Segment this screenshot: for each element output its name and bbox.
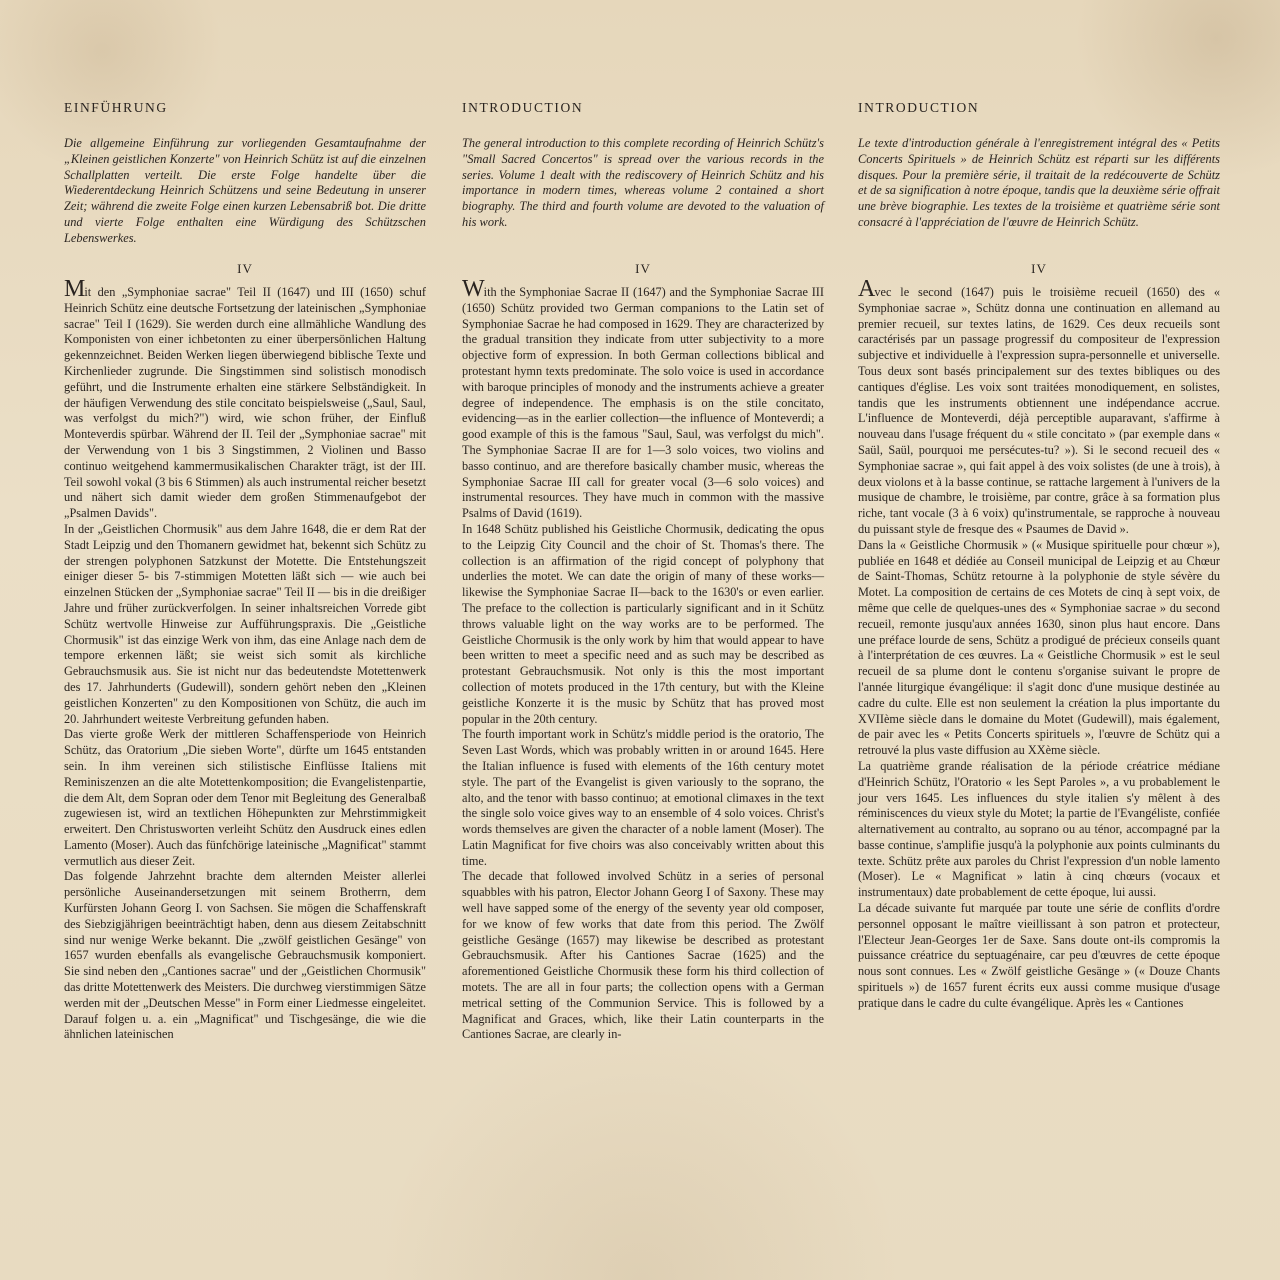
french-paragraph-3: La quatrième grande réalisation de la période créatrice médiane d'Heinrich Schütz, l'Oratorio « les Sept Paroles », a vu probablement le jour vers 1645. Les influences du style italien s'y mêlent à des réminiscences du vieux style du Motet; la partie de l'Evangéliste, confiée alternativement au contralto, au soprano ou au ténor, accompagné par la basse continue, s'amplifie jusqu'à la polyphonie aux points culminants du texte. Schütz prête aux paroles du Christ l'expression d'un noble lamento (Moser). Le « Magnificat » latin à cinq chœurs (vocaux et instrumentaux) date probablement de cette époque, lui aussi. [858,758,1220,900]
english-intro: The general introduction to this complete recording of Heinrich Schütz's "Small Sacred Concertos" is spread over the various records in the series. Volume 1 dealt with the rediscovery of Heinrich Schütz and his importance in modern times, whereas volume 2 contained a short biography. The third and fourth volume are devoted to the valuation of his work. [462,136,824,229]
german-body [64,276,426,1043]
english-heading: INTRODUCTION [462,100,584,115]
english-body [462,276,824,1043]
french-body [858,276,1220,1012]
english-paragraph-4: The decade that followed involved Schütz in a series of personal squabbles with his patron, Elector Johann Georg I of Saxony. These may well have sapped some of the energy of the seventy year old composer, for we know of few works that date from this period. The Zwölf geistliche Gesänge (1657) may likewise be described as protestant Gebrauchsmusik. After his Cantiones Sacrae (1625) and the aforementioned Geistliche Chormusik these form his third collection of motets. The are all in four parts; the collection opens with a German metrical setting of the Communion Service. This is followed by a Magnificat and Graces, which, like their Latin counterparts in the Cantiones Sacrae, are clearly in- [462,869,824,1042]
french-column [858,100,1220,1012]
german-section-number: IV [237,261,253,276]
french-intro: Le texte d'introduction générale à l'enregistrement intégral des « Petits Concerts Spirituels » de Heinrich Schütz est réparti sur les différents disques. Pour la première série, il traitait de la redécouverte de Schütz et de sa signification à notre époque, tandis que la deuxième série offrait une brève biographie. Les textes de la troisième et quatrième série sont consacré à l'appréciation de l'œuvre de Heinrich Schütz. [858,136,1220,229]
french-section-number: IV [1031,261,1047,276]
english-paragraph-1: With the Symphoniae Sacrae II (1647) and the Symphoniae Sacrae III (1650) Schütz provided two German companions to the Latin set of Symphoniae Sacrae he had composed in 1629. They are characterized by the gradual transition they indicate from utter subjectivity to a more objective form of expression. In both German collections biblical and protestant hymn texts predominate. The solo voice is used in accordance with baroque principles of monody and the instruments achieve a greater degree of independence. The emphasis is on the stile concitato, evidencing—as in the earlier collection—the influence of Monteverdi; a good example of this is the famous "Saul, Saul, was verfolgst du mich". The Symphoniae Sacrae II are for 1—3 solo voices, two violins and basso continuo, and are therefore basically chamber music, whereas the Symphoniae Sacrae III call for greater vocal (3—6 solo voices) and instrumental resources. They have much in common with the massive Psalms of David (1619). [462,276,824,521]
english-paragraph-2: In 1648 Schütz published his Geistliche Chormusik, dedicating the opus to the Leipzig City Council and the choir of St. Thomas's there. The collection is an affirmation of the rigid concept of polyphony that underlies the motet. We can date the origin of many of these works—likewise the Symphoniae Sacrae II—back to the 1630's or even earlier. The preface to the collection is particularly significant and in it Schütz throws valuable light on the way works are to be performed. The Geistliche Chormusik is the only work by him that would appear to have been written to meet a specific need and as such may be described as protestant Gebrauchsmusik. Not only is this the most important collection of motets produced in the 17th century, but with the Kleine geistliche Konzerte it is the music by Schütz that has proved most popular in the 20th century. [462,521,824,726]
german-heading: EINFÜHRUNG [64,100,168,115]
german-paragraph-2: In der „Geistlichen Chormusik" aus dem Jahre 1648, die er dem Rat der Stadt Leipzig und den Thomanern gewidmet hat, bekennt sich Schütz zu der strengen polyphonen Satzkunst der Motette. Die Entstehungszeit einiger dieser 5- bis 7-stimmigen Motetten läßt sich — wie auch bei einzelnen Stücken der „Symphoniae sacrae" Teil II — bis in die dreißiger Jahre und früher zurückverfolgen. In seiner inhaltsreichen Vorrede gibt Schütz wertvolle Hinweise zur Aufführungspraxis. Die „Geistliche Chormusik" ist das einzige Werk von ihm, das eine Anlage nach dem de tempore erkennen läßt; sie weist sich somit als kirchliche Gebrauchsmusik aus. Sie ist nicht nur das bedeutendste Motettenwerk des 17. Jahrhunderts (Gudewill), sondern gehört neben den „Kleinen geistlichen Konzerten" zu den Kompositionen von Schütz, die auch im 20. Jahrhundert weiteste Verbreitung gefunden haben. [64,521,426,726]
german-column [64,100,426,1043]
french-paragraph-4: La décade suivante fut marquée par toute une série de conflits d'ordre personnel opposant le maître vieillissant à son patron et protecteur, l'Electeur Jean-Georges 1er de Saxe. Sans doute ont-ils compromis la puissance créatrice du septuagénaire, car peu d'œuvres de cette époque nous sont connues. Les « Zwölf geistliche Gesänge » (« Douze Chants spirituels ») de 1657 furent écrits eux aussi comme musique d'usage pratique dans le cadre du culte évangélique. Après les « Cantiones [858,901,1220,1010]
german-dropcap: M [64,276,85,302]
english-column [462,100,824,1043]
french-paragraph-2: Dans la « Geistliche Chormusik » (« Musique spirituelle pour chœur »), publiée en 1648 et dédiée au Conseil municipal de Leipzig et au Chœur de Saint-Thomas, Schütz retourne à la polyphonie de style sévère du Motet. La composition de certains de ces Motets de cinq à sept voix, de même que celle de quelques-unes des « Symphoniae sacrae » du second recueil, remonte jusqu'aux années 1630, sinon plus haut encore. Dans une préface lourde de sens, Schütz a prodigué de précieux conseils quant à l'interprétation de ces œuvres. La « Geistliche Chormusik » est le seul recueil de sa plume dont le contenu s'organise suivant le propre de l'année liturgique évangélique: il s'agit donc d'une musique destinée au cadre du culte. Elle est non seulement la création la plus importante du XVIIème siècle dans le domaine du Motet (Gudewill), mais également, de pair avec les « Petits Concerts spirituels », l'œuvre de Schütz qui a retrouvé la plus vaste diffusion au XXème siècle. [858,537,1220,758]
english-section-number: IV [635,261,651,276]
german-paragraph-3: Das vierte große Werk der mittleren Schaffensperiode von Heinrich Schütz, das Oratorium „Die sieben Worte", dürfte um 1645 entstanden sein. In ihm vereinen sich stilistische Einflüsse Italiens mit Reminiszenzen an die alte Motettenkomposition; die Evangelistenpartie, die dem Alt, dem Sopran oder dem Tenor mit Begleitung des Generalbaß zugewiesen ist, wird an textlichen Höhepunkten zur Mehrstimmigkeit erweitert. Den Christusworten verleiht Schütz den Ausdruck eines edlen Lamento (Moser). Auch das fünfchörige lateinische „Magnificat" stammt vermutlich aus dieser Zeit. [64,727,426,868]
english-dropcap: W [462,276,484,302]
english-paragraph-3: The fourth important work in Schütz's middle period is the oratorio, The Seven Last Words, which was probably written in or around 1645. Here the Italian influence is fused with elements of the 16th century motet style. The part of the Evangelist is given variously to the soprano, the alto, and the tenor with basso continuo; at emotional climaxes in the text the single solo voice gives way to an ensemble of 4 solo voices. Christ's words themselves are given the character of a noble lament (Moser). The Latin Magnificat for five choirs was also conceivably written about this time. [462,727,824,868]
french-paragraph-1: Avec le second (1647) puis le troisième recueil (1650) des « Symphoniae sacrae », Schütz donna une continuation en allemand au premier recueil, sur textes latins, de 1629. Ces deux recueils sont caractérisés par un passage progressif du compositeur de l'expression subjective et individuelle à l'expression supra-personnelle et universelle. Tous deux sont basés principalement sur des textes bibliques ou des cantiques d'église. Les voix sont traitées monodiquement, en solistes, tandis que les instruments obtiennent une indépendance accrue. L'influence de Monteverdi, déjà perceptible auparavant, s'affirme à nouveau dans l'usage fréquent du « stile concitato » (par exemple dans « Saül, Saül, pourquoi me persécutes-tu? »). Si le second recueil des « Symphoniae sacrae », qui fait appel à des voix solistes (de une à trois), à deux violons et à la basse continue, se rattache largement à l'univers de la musique de chambre, le troisième, par contre, grâce à sa formation plus riche, tant vocale (3 à 6 voix) qu'instrumentale, se rapproche à nouveau du puissant style de fresque des « Psaumes de David ». [858,276,1220,536]
german-paragraph-1: Mit den „Symphoniae sacrae" Teil II (1647) und III (1650) schuf Heinrich Schütz eine deutsche Fortsetzung der lateinischen „Symphoniae sacrae" Teil I (1629). Sie werden durch eine allmähliche Wandlung des Komponisten von einer ichbetonten zu einer überpersönlichen Haltung gekennzeichnet. Beiden Werken liegen überwiegend biblische Texte und Kirchenlieder zugrunde. Die Singstimmen sind solistisch monodisch geführt, und die Instrumente erhalten eine stärkere Selbständigkeit. In der häufigen Verwendung des stile concitato beispielsweise („Saul, Saul, was verfolgst du mich?") wird, wie schon früher, der Einfluß Monteverdis spürbar. Während der II. Teil der „Symphoniae sacrae" mit der Verwendung von 1 bis 3 Singstimmen, 2 Violinen und Basso continuo weitgehend kammermusikalischen Charakter trägt, ist der III. Teil sowohl vokal (3 bis 6 Stimmen) als auch instrumental reicher besetzt und nähert sich damit wieder dem großen Stimmenaufgebot der „Psalmen Davids". [64,276,426,521]
french-heading: INTRODUCTION [858,100,980,115]
german-paragraph-4: Das folgende Jahrzehnt brachte dem alternden Meister allerlei persönliche Auseinandersetzungen mit seinem Brotherrn, dem Kurfürsten Johann Georg I. von Sachsen. Sie mögen die Schaffenskraft des Siebzigjährigen beeinträchtigt haben, denn aus diesem Zeitabschnitt sind nur wenige Werke bekannt. Die „zwölf geistlichen Gesänge" von 1657 wurden ebenfalls als evangelische Gebrauchsmusik komponiert. Sie sind neben den „Cantiones sacrae" und der „Geistlichen Chormusik" das dritte Motettenwerk des Meisters. Die durchweg vierstimmigen Sätze werden mit der „Deutschen Messe" in Form einer Liedmesse eingeleitet. Darauf folgen u. a. ein „Magnificat" und Tischgesänge, die wie die ähnlichen lateinischen [64,869,426,1042]
german-intro: Die allgemeine Einführung zur vorliegenden Gesamtaufnahme der „Kleinen geistlichen Konzerte" von Heinrich Schütz ist auf die einzelnen Schallplatten verteilt. Die erste Folge handelte über die Wiederentdeckung Heinrich Schützens und seine Bedeutung in unserer Zeit; während die zweite Folge einen kurzen Lebensabriß bot. Die dritte und vierte Folge enthalten eine Würdigung des Schützschen Lebenswerkes. [64,136,426,245]
french-dropcap: A [858,276,875,302]
